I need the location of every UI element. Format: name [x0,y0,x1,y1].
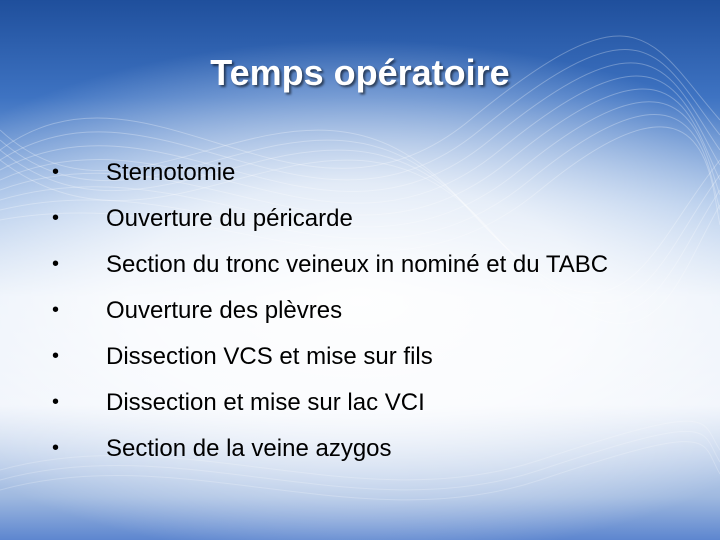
list-item [52,204,652,233]
bullet-text: Sternotomie [106,159,236,186]
bullet-marker: • [52,345,60,367]
bullet-marker: • [52,437,60,459]
bullet-marker: • [52,207,60,229]
list-item [52,250,652,279]
bullet-text: Ouverture des plèvres [106,297,343,324]
bullet-text: Section de la veine azygos [106,435,392,462]
bullet-text: Dissection VCS et mise sur fils [106,343,433,370]
bullet-text: Dissection et mise sur lac VCI [106,389,425,416]
bullet-text: Ouverture du péricarde [106,205,353,232]
list-item [52,296,652,325]
bullet-list [52,158,652,480]
bullet-marker: • [52,391,60,413]
list-item [52,434,652,463]
list-item [52,388,652,417]
list-item [52,158,652,187]
bullet-marker: • [52,253,60,275]
list-item [52,342,652,371]
bullet-marker: • [52,299,60,321]
bullet-marker: • [52,161,60,183]
bullet-text: Section du tronc veineux in nominé et du TABC [106,251,609,278]
slide-title: Temps opératoire [210,52,510,93]
